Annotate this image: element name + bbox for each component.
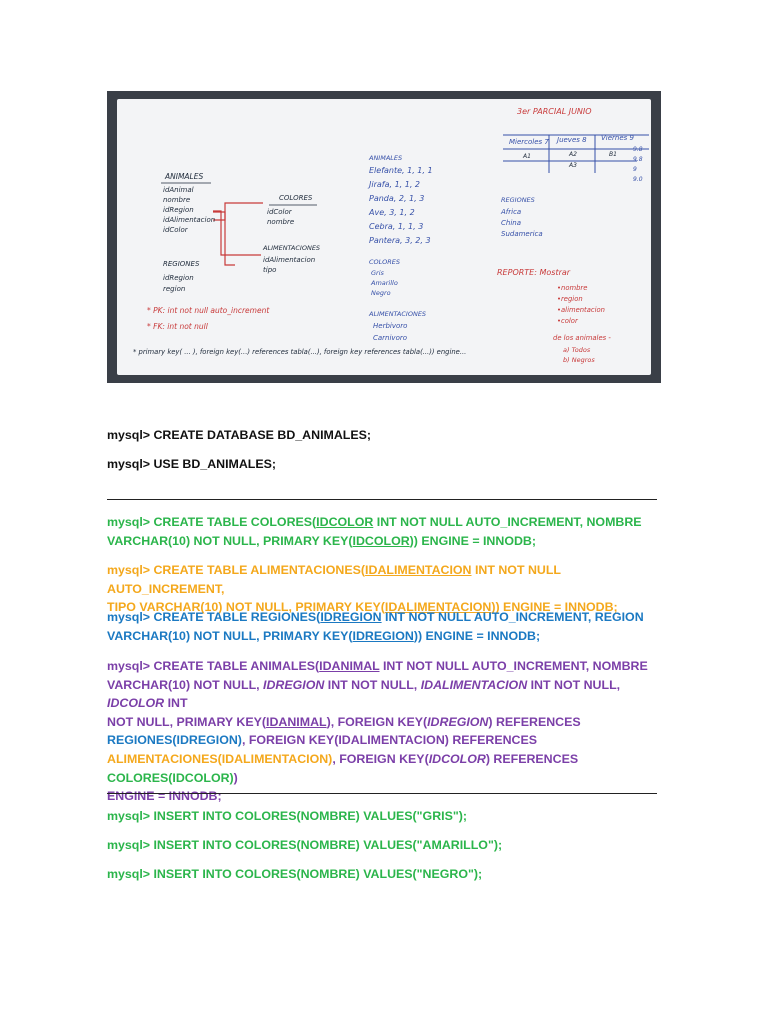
board-reporte-opt-2: b) Negros [563, 356, 595, 364]
board-score-2: 9.8 [633, 156, 643, 163]
board-reporte-item-1: •nombre [557, 284, 588, 292]
board-animales-field-4: idAlimentacion [163, 216, 216, 224]
board-alim-data-1: Herbivoro [373, 322, 408, 330]
board-day-row-2: A2 [569, 151, 577, 158]
board-regiones-data-3: Sudamerica [501, 230, 543, 238]
board-colores-data-1: Gris [371, 269, 384, 277]
board-animales-data-2: Jirafa, 1, 1, 2 [369, 180, 421, 189]
board-alim-title: ALIMENTACIONES [263, 244, 321, 252]
whiteboard-photo [107, 91, 661, 383]
board-reporte-footer: de los animales - [553, 334, 611, 342]
board-reporte-item-4: •color [557, 317, 578, 325]
board-day-row2-1: A3 [569, 162, 577, 169]
board-animales-data-title: ANIMALES [369, 154, 403, 162]
board-score-1: 9.8 [633, 146, 643, 153]
board-animales-field-3: idRegion [163, 206, 194, 214]
board-fk-note: * FK: int not null [147, 322, 208, 331]
divider [107, 793, 657, 794]
sql-create-colores: mysql> CREATE TABLE COLORES(IDCOLOR INT NOT NULL AUTO_INCREMENT, NOMBRE VARCHAR(10) NOT NULL, PRIMARY KEY(IDCOLOR)) ENGINE = INNODB; [107, 515, 642, 548]
sql-use-database: mysql> USE BD_ANIMALES; [107, 457, 277, 471]
board-animales-title: ANIMALES [165, 172, 204, 181]
board-reporte-item-2: •region [557, 295, 583, 303]
board-regiones-data-2: China [501, 219, 521, 227]
sql-insert-negro: mysql> INSERT INTO COLORES(NOMBRE) VALUES("NEGRO"); [107, 867, 483, 881]
board-regiones-field-2: region [163, 285, 186, 293]
board-regiones-data-title: REGIONES [501, 196, 535, 204]
board-reporte-title: REPORTE: Mostrar [497, 268, 571, 277]
board-day-row-3: B1 [609, 151, 617, 158]
board-day-3: Viernes 9 [601, 134, 634, 142]
board-day-2: Jueves 8 [557, 136, 587, 144]
board-colores-title: COLORES [279, 194, 313, 202]
board-pk-note: * PK: int not null auto_increment [147, 306, 270, 315]
board-regiones-data-1: Africa [501, 208, 522, 216]
board-regiones-field-1: idRegion [163, 274, 194, 282]
sql-create-database: mysql> CREATE DATABASE BD_ANIMALES; [107, 428, 372, 442]
board-animales-field-1: idAnimal [163, 186, 194, 194]
board-day-row-1: A1 [523, 153, 531, 160]
board-alim-data-title: ALIMENTACIONES [369, 310, 427, 318]
sql-create-alimentaciones: mysql> CREATE TABLE ALIMENTACIONES(IDALIMENTACION INT NOT NULL AUTO_INCREMENT, TIPO VARCHAR(10) NOT NULL, PRIMARY KEY(IDALIMENTACION)) ENGINE = INNODB; [107, 563, 618, 615]
board-animales-data-1: Elefante, 1, 1, 1 [369, 166, 433, 175]
board-reporte-opt-1: a) Todos [563, 346, 591, 354]
board-animales-field-2: nombre [163, 196, 191, 204]
sql-create-animales: mysql> CREATE TABLE ANIMALES(IDANIMAL INT NOT NULL AUTO_INCREMENT, NOMBRE VARCHAR(10) NOT NULL, IDREGION INT NOT NULL, IDALIMENTACION INT NOT NULL, IDCOLOR INT NOT NULL, PRIMARY KEY(IDANIMAL), FOREIGN KEY(IDREGION) REFERENCES REGIONES(IDREGION), FOREIGN KEY(IDALIMENTACION) REFERENCES ALIMENTACIONES(IDALIMENTACION), FOREIGN KEY(IDCOLOR) REFERENCES COLORES(IDCOLOR)) ENGINE = INNODB; [107, 659, 648, 804]
board-regiones-title: REGIONES [163, 260, 200, 268]
board-alim-field-2: tipo [263, 266, 277, 274]
board-syntax-note: * primary key( ... ), foreign key(...) references tabla(...), foreign key references tabla(...)) engine... [133, 348, 467, 356]
board-score-3: 9 [633, 166, 637, 173]
board-colores-field-2: nombre [267, 218, 295, 226]
board-animales-data-4: Ave, 3, 1, 2 [369, 208, 415, 217]
board-day-1: Miercoles 7 [509, 138, 549, 146]
board-colores-data-2: Amarillo [371, 279, 398, 287]
board-animales-data-6: Pantera, 3, 2, 3 [369, 236, 431, 245]
board-alim-data-2: Carnivoro [373, 334, 408, 342]
board-score-4: 9.0 [633, 176, 643, 183]
whiteboard [117, 99, 651, 375]
sql-create-regiones: mysql> CREATE TABLE REGIONES(IDREGION INT NOT NULL AUTO_INCREMENT, REGION VARCHAR(10) NOT NULL, PRIMARY KEY(IDREGION)) ENGINE = INNODB; [107, 610, 644, 643]
divider [107, 499, 657, 500]
board-animales-data-5: Cebra, 1, 1, 3 [369, 222, 424, 231]
board-animales-field-5: idColor [163, 226, 188, 234]
sql-insert-gris: mysql> INSERT INTO COLORES(NOMBRE) VALUES("GRIS"); [107, 809, 467, 823]
sql-insert-amarillo: mysql> INSERT INTO COLORES(NOMBRE) VALUES("AMARILLO"); [107, 838, 503, 852]
board-colores-field-1: idColor [267, 208, 292, 216]
board-alim-field-1: idAlimentacion [263, 256, 316, 264]
board-title: 3er PARCIAL JUNIO [517, 107, 592, 116]
board-colores-data-3: Negro [371, 289, 391, 297]
board-reporte-item-3: •alimentacion [557, 306, 605, 314]
board-colores-data-title: COLORES [369, 258, 400, 266]
board-animales-data-3: Panda, 2, 1, 3 [369, 194, 425, 203]
